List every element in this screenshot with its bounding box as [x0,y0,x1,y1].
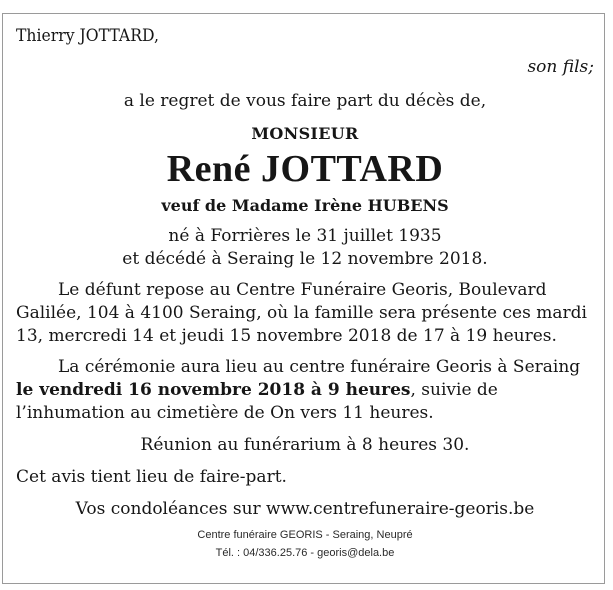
intro-text: a le regret de vous faire part du décès de, [123,91,487,111]
reunion-text: Réunion au funérarium à 8 heures 30. [140,435,470,455]
ceremony-suffix: , suivie de l’inhumation au cimetière de On vers 11 heures. [16,380,498,423]
funeral-home-footer [16,526,594,562]
footer-line-2: Tél. : 04/336.25.76 - georis@dela.be [215,547,395,559]
relation-text: son fils; [527,57,594,77]
ceremony-prefix: La cérémonie aura lieu au centre funéraire Georis à Seraing [58,357,581,377]
death-text: et décédé à Seraing le 12 novembre 2018. [122,249,488,269]
visitation-paragraph: Le défunt repose au Centre Funéraire Georis, Boulevard Galilée, 104 à 4100 Seraing, où la famille sera présente ces mardi 13, mercredi 14 et jeudi 15 novembre 2018 de 17 à 19 heures. [16,280,587,346]
ceremony-date: le vendredi 16 novembre 2018 à 9 heures [16,380,411,400]
funeral-notice [16,24,594,562]
ceremony-paragraph [16,356,594,425]
condolences-text: Vos condoléances sur www.centrefuneraire-georis.be [75,499,535,519]
dates-block [16,225,594,271]
widow-text: veuf de Madame Irène HUBENS [161,196,449,215]
deceased-name: René JOTTARD [166,148,444,190]
birth-text: né à Forrières le 31 juillet 1935 [168,226,442,246]
footer-line-1: Centre funéraire GEORIS - Seraing, Neupré [197,529,413,541]
deceased-title: MONSIEUR [251,124,359,143]
sender-name: Thierry JOTTARD, [16,26,159,46]
closing-text: Cet avis tient lieu de faire-part. [16,467,287,487]
